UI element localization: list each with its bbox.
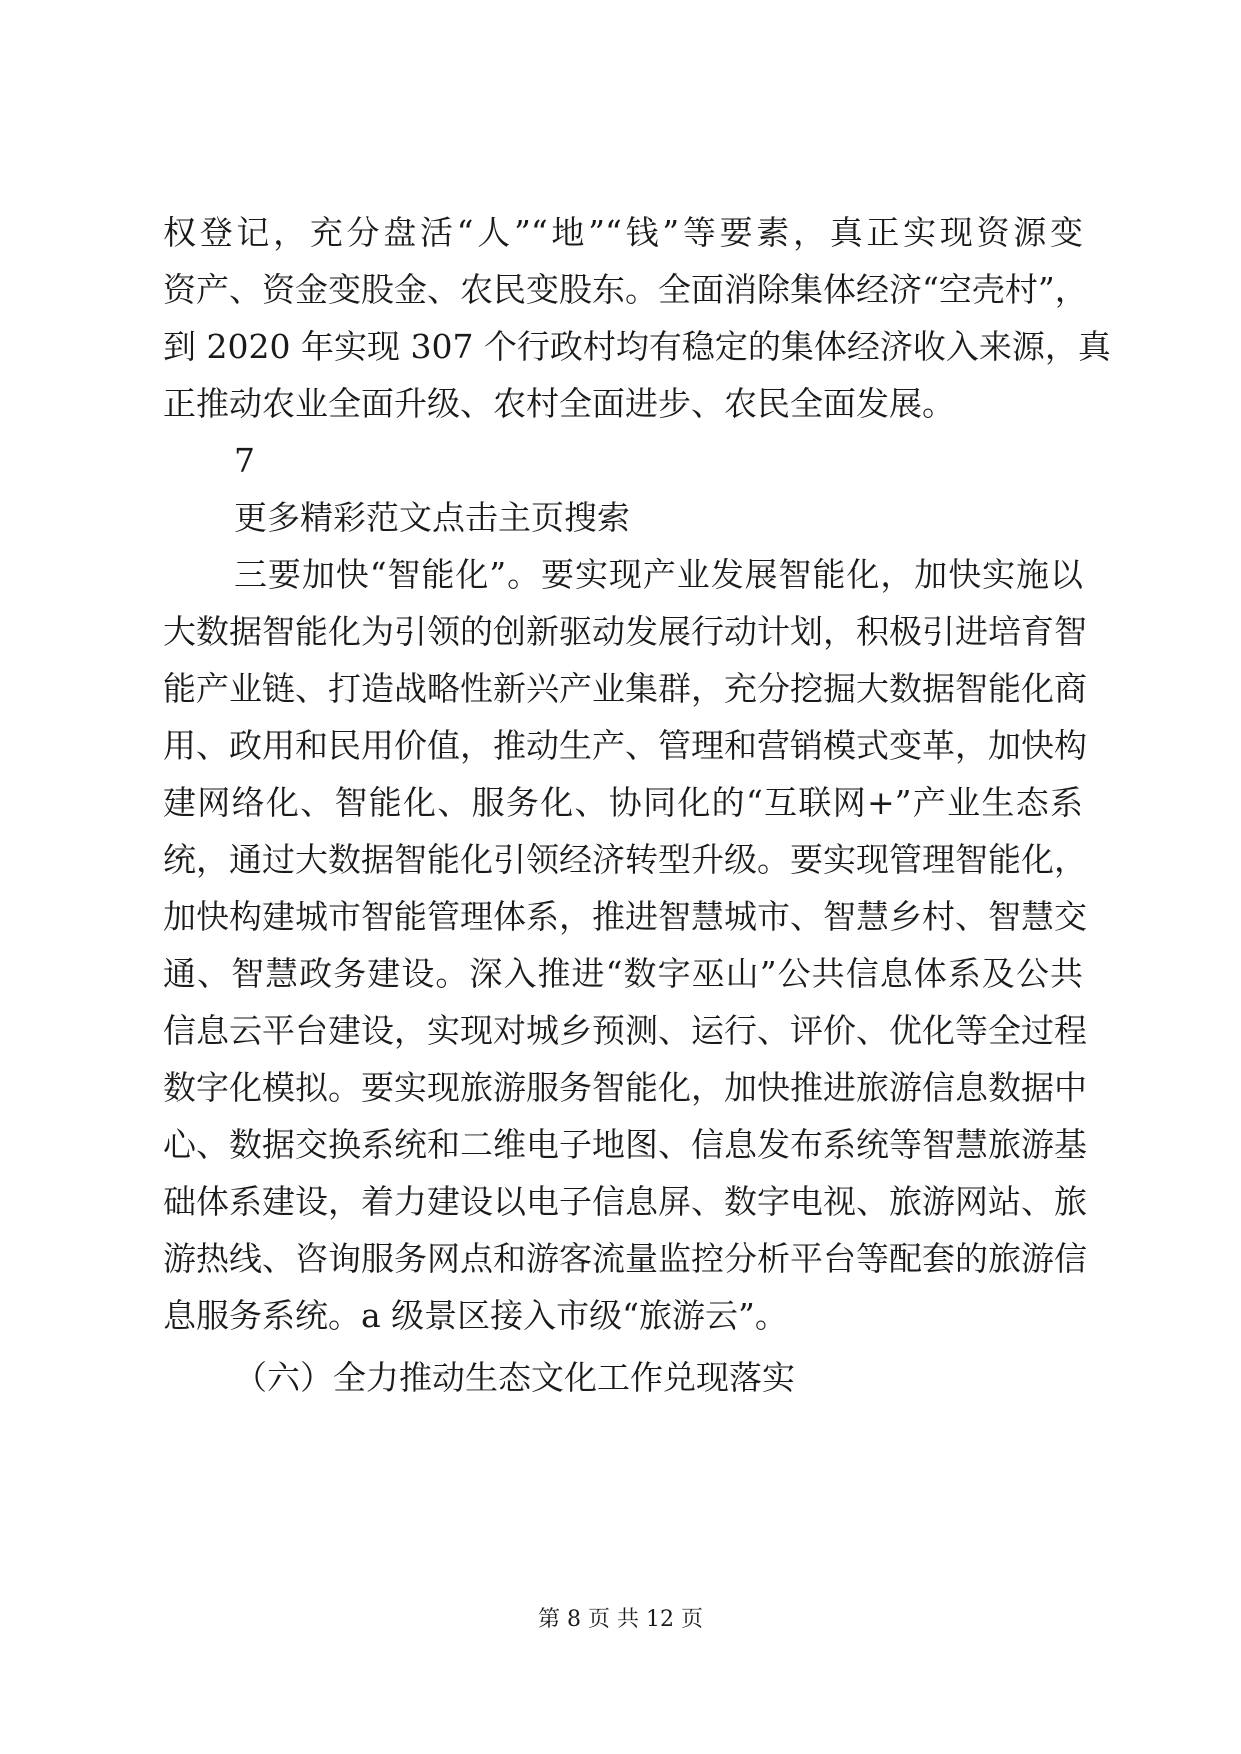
- paragraph-line: 到 2020 年实现 307 个行政村均有稳定的集体经济收入来源，真: [163, 327, 1111, 366]
- paragraph-line: 权登记，充分盘活“人”“地”“钱”等要素，真正实现资源变: [163, 213, 1083, 252]
- paragraph-line: 心、数据交换系统和二维电子地图、信息发布系统等智慧旅游基: [163, 1125, 1087, 1164]
- paragraph-line: 数字化模拟。要实现旅游服务智能化，加快推进旅游信息数据中: [163, 1068, 1087, 1107]
- paragraph-line: 加快构建城市智能管理体系，推进智慧城市、智慧乡村、智慧交: [163, 897, 1087, 936]
- paragraph-line: 正推动农业全面升级、农村全面进步、农民全面发展。: [163, 384, 955, 423]
- paragraph-line: 资产、资金变股金、农民变股东。全面消除集体经济“空壳村”，: [163, 270, 1088, 309]
- paragraph-line: 大数据智能化为引领的创新驱动发展行动计划，积极引进培育智: [163, 612, 1087, 651]
- paragraph-line: 三要加快“智能化”。要实现产业发展智能化，加快实施以: [234, 555, 1083, 594]
- paragraph-line: 游热线、咨询服务网点和游客流量监控分析平台等配套的旅游信: [163, 1239, 1087, 1278]
- page-footer: 第 8 页 共 12 页: [538, 1607, 703, 1632]
- page-marker: 7: [234, 441, 255, 480]
- paragraph-line: 能产业链、打造战略性新兴产业集群，充分挖掘大数据智能化商: [163, 669, 1087, 708]
- paragraph-line: 信息云平台建设，实现对城乡预测、运行、评价、优化等全过程: [163, 1011, 1087, 1050]
- paragraph-line: 础体系建设，着力建设以电子信息屏、数字电视、旅游网站、旅: [163, 1182, 1087, 1221]
- paragraph-line: 通、智慧政务建设。深入推进“数字巫山”公共信息体系及公共: [163, 954, 1083, 993]
- section-heading: （六）全力推动生态文化工作兑现落实: [234, 1358, 795, 1397]
- paragraph-line: 用、政用和民用价值，推动生产、管理和营销模式变革，加快构: [163, 726, 1087, 765]
- paragraph-line: 统，通过大数据智能化引领经济转型升级。要实现管理智能化，: [163, 840, 1087, 879]
- paragraph-line: 建网络化、智能化、服务化、协同化的“互联网+”产业生态系: [163, 783, 1083, 822]
- promo-text: 更多精彩范文点击主页搜索: [234, 498, 630, 537]
- paragraph-line: 息服务系统。a 级景区接入市级“旅游云”。: [163, 1296, 788, 1335]
